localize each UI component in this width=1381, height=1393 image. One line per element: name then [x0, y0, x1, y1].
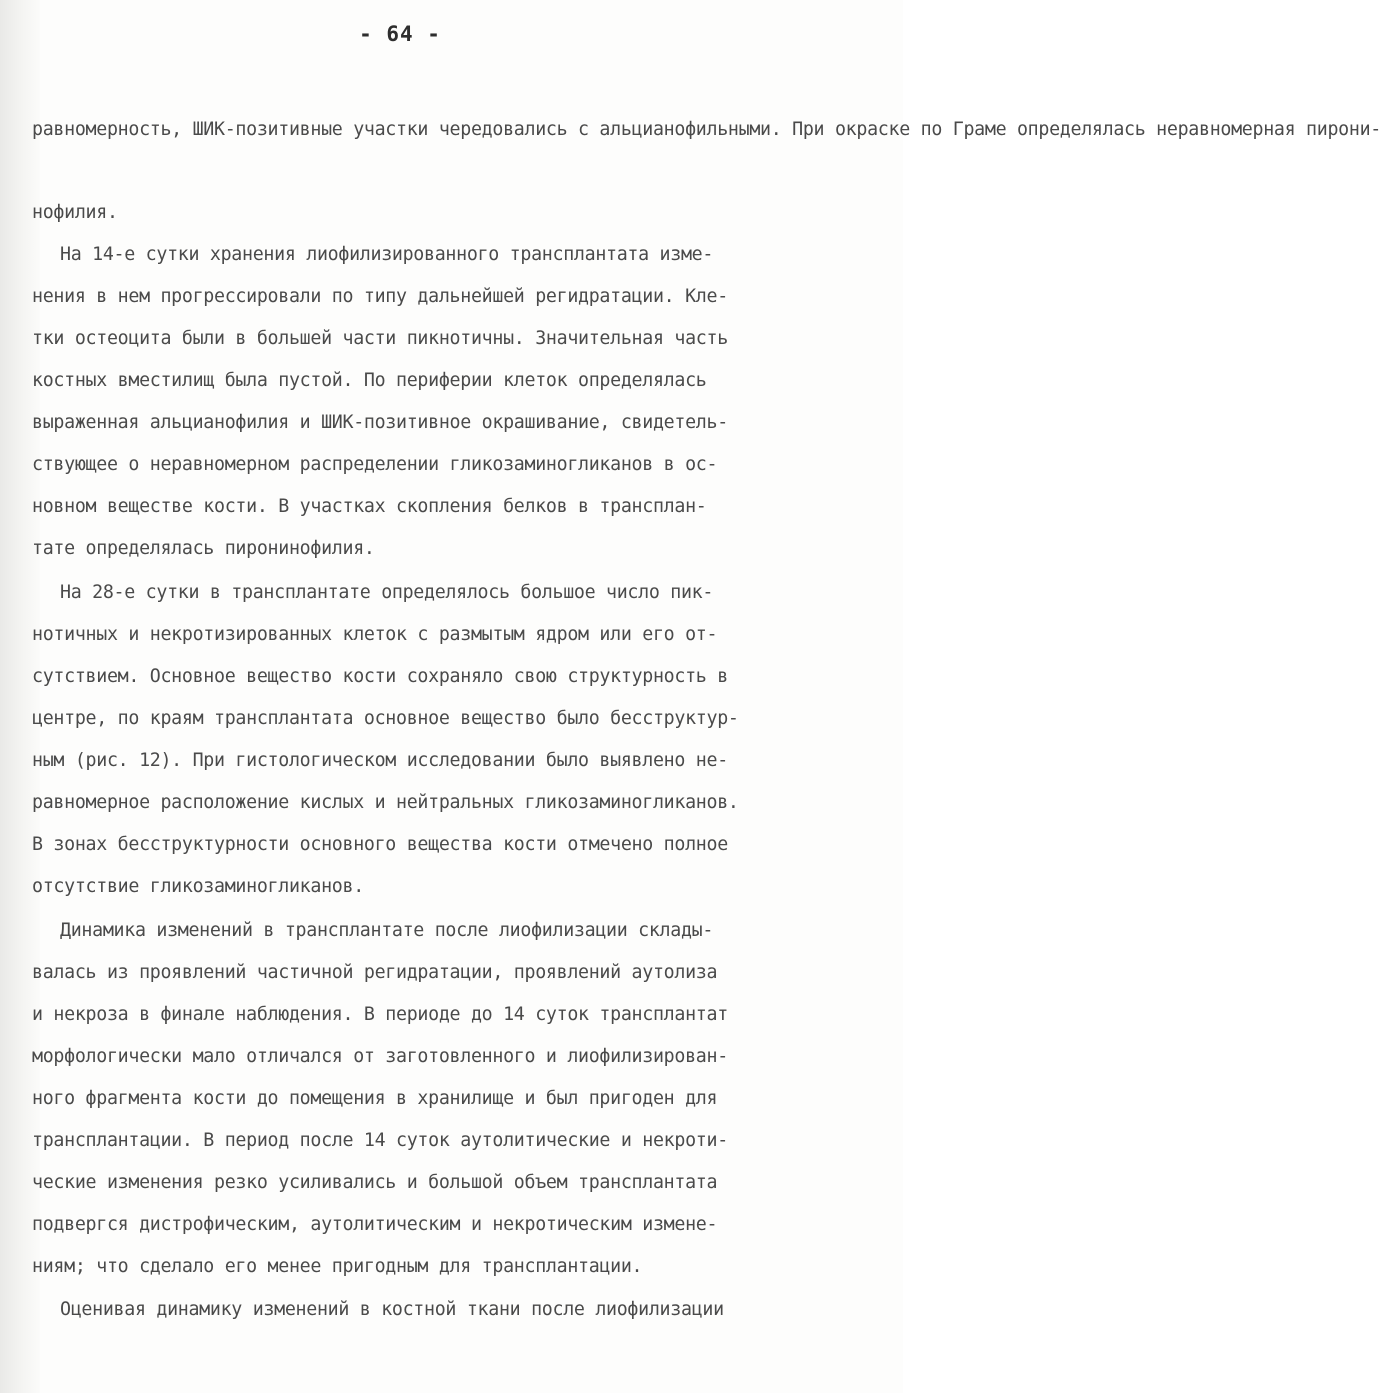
text-line: нотичных и некротизированных клеток с размытым ядром или его от- [32, 624, 718, 645]
page-number: - 64 - [359, 22, 441, 46]
text-line: ного фрагмента кости до помещения в хранилище и был пригоден для [32, 1088, 718, 1109]
text-line: равномерное расположение кислых и нейтральных гликозаминогликанов. [32, 792, 739, 813]
text-line: равномерность, ШИК-позитивные участки чередовались с альцианофильными. При окраске по Граме определялась неравномерная пирони- [32, 119, 1381, 140]
text-line: ческие изменения резко усиливались и большой объем трансплантата [32, 1172, 718, 1193]
text-line: нофилия. [32, 202, 118, 223]
text-line: отсутствие гликозаминогликанов. [32, 876, 364, 897]
text-line: ниям; что сделало его менее пригодным для трансплантации. [32, 1256, 643, 1277]
text-line: тате определялась пиронинофилия. [32, 538, 375, 559]
text-line: Оценивая динамику изменений в костной ткани после лиофилизации [60, 1299, 724, 1320]
text-line: На 28-е сутки в трансплантате определялось большое число пик- [60, 582, 714, 603]
text-line: выраженная альцианофилия и ШИК-позитивное окрашивание, свидетель- [32, 412, 728, 433]
text-line: трансплантации. В период после 14 суток аутолитические и некроти- [32, 1130, 728, 1151]
text-line: сутствием. Основное вещество кости сохраняло свою структурность в [32, 666, 728, 687]
text-line: В зонах бесструктурности основного вещества кости отмечено полное [32, 834, 728, 855]
text-line: ным (рис. 12). При гистологическом исследовании было выявлено не- [32, 750, 728, 771]
text-line: морфологически мало отличался от заготовленного и лиофилизирован- [32, 1046, 728, 1067]
text-line: подвергся дистрофическим, аутолитическим и некротическим измене- [32, 1214, 718, 1235]
text-line: ствующее о неравномерном распределении гликозаминогликанов в ос- [32, 454, 718, 475]
text-line: и некроза в финале наблюдения. В периоде до 14 суток трансплантат [32, 1004, 728, 1025]
text-line: тки остеоцита были в большей части пикнотичны. Значительная часть [32, 328, 728, 349]
text-line: новном веществе кости. В участках скопления белков в трансплан- [32, 496, 707, 517]
text-line: костных вместилищ была пустой. По периферии клеток определялась [32, 370, 707, 391]
text-line: валась из проявлений частичной регидратации, проявлений аутолиза [32, 962, 718, 983]
text-line: Динамика изменений в трансплантате после лиофилизации склады- [60, 920, 714, 941]
text-line: нения в нем прогрессировали по типу дальнейшей регидратации. Кле- [32, 286, 728, 307]
text-line: На 14-е сутки хранения лиофилизированного трансплантата изме- [60, 244, 714, 265]
text-line: центре, по краям трансплантата основное вещество было бесструктур- [32, 708, 739, 729]
